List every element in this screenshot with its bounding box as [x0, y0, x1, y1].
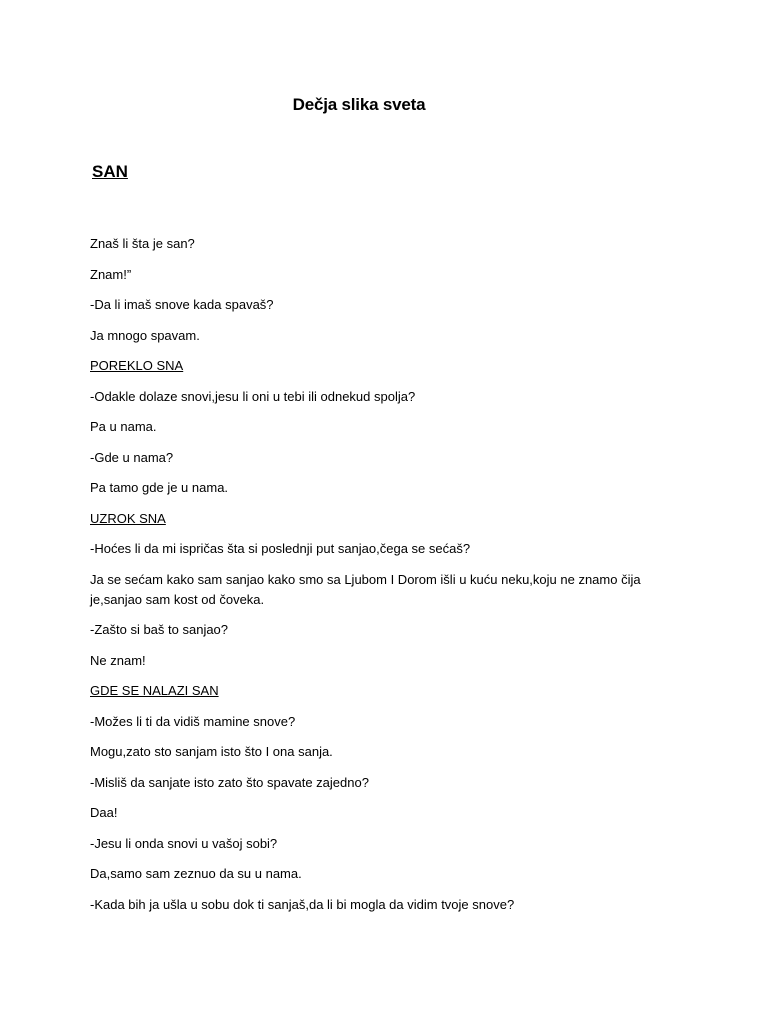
paragraph: Pa tamo gde je u nama.	[90, 480, 229, 495]
paragraph: Mogu,zato sto sanjam isto što I ona sanja.	[90, 744, 333, 759]
subheading: UZROK SNA	[90, 510, 166, 526]
paragraph: -Gde u nama?	[90, 449, 174, 465]
paragraph: -Da li imaš snove kada spavaš?	[90, 297, 274, 312]
subheading: GDE SE NALAZI SAN	[90, 683, 219, 698]
subheading: POREKLO SNA	[90, 358, 184, 373]
paragraph: -Kada bih ja ušla u sobu dok ti sanjaš,da li bi mogla da vidim tvoje snove?	[90, 896, 515, 912]
paragraph: Daa!	[90, 805, 118, 820]
paragraph: Znam!”	[90, 266, 132, 282]
document-title: Dečja slika sveta	[292, 95, 426, 114]
paragraph: -Zašto si baš to sanjao?	[90, 622, 229, 637]
paragraph: -Hoćes li da mi ispričas šta si poslednji put sanjao,čega se sećaš?	[90, 541, 471, 556]
document-body	[90, 234, 675, 925]
paragraph: Ja se sećam kako sam sanjao kako smo sa Ljubom I Dorom išli u kuću neku,koju ne znamo čija je,sanjao sam kost od čoveka.	[90, 571, 641, 607]
paragraph: -Možes li ti da vidiš mamine snove?	[90, 713, 296, 729]
paragraph: -Jesu li onda snovi u vašoj sobi?	[90, 835, 278, 851]
paragraph: Znaš li šta je san?	[90, 236, 195, 251]
paragraph: Pa u nama.	[90, 419, 157, 434]
paragraph: -Misliš da sanjate isto zato što spavate zajedno?	[90, 774, 369, 790]
paragraph: Da,samo sam zeznuo da su u nama.	[90, 866, 302, 881]
section-heading: SAN	[92, 162, 128, 181]
paragraph: Ja mnogo spavam.	[90, 327, 200, 343]
paragraph: -Odakle dolaze snovi,jesu li oni u tebi ili odnekud spolja?	[90, 388, 416, 404]
paragraph: Ne znam!	[90, 652, 146, 668]
